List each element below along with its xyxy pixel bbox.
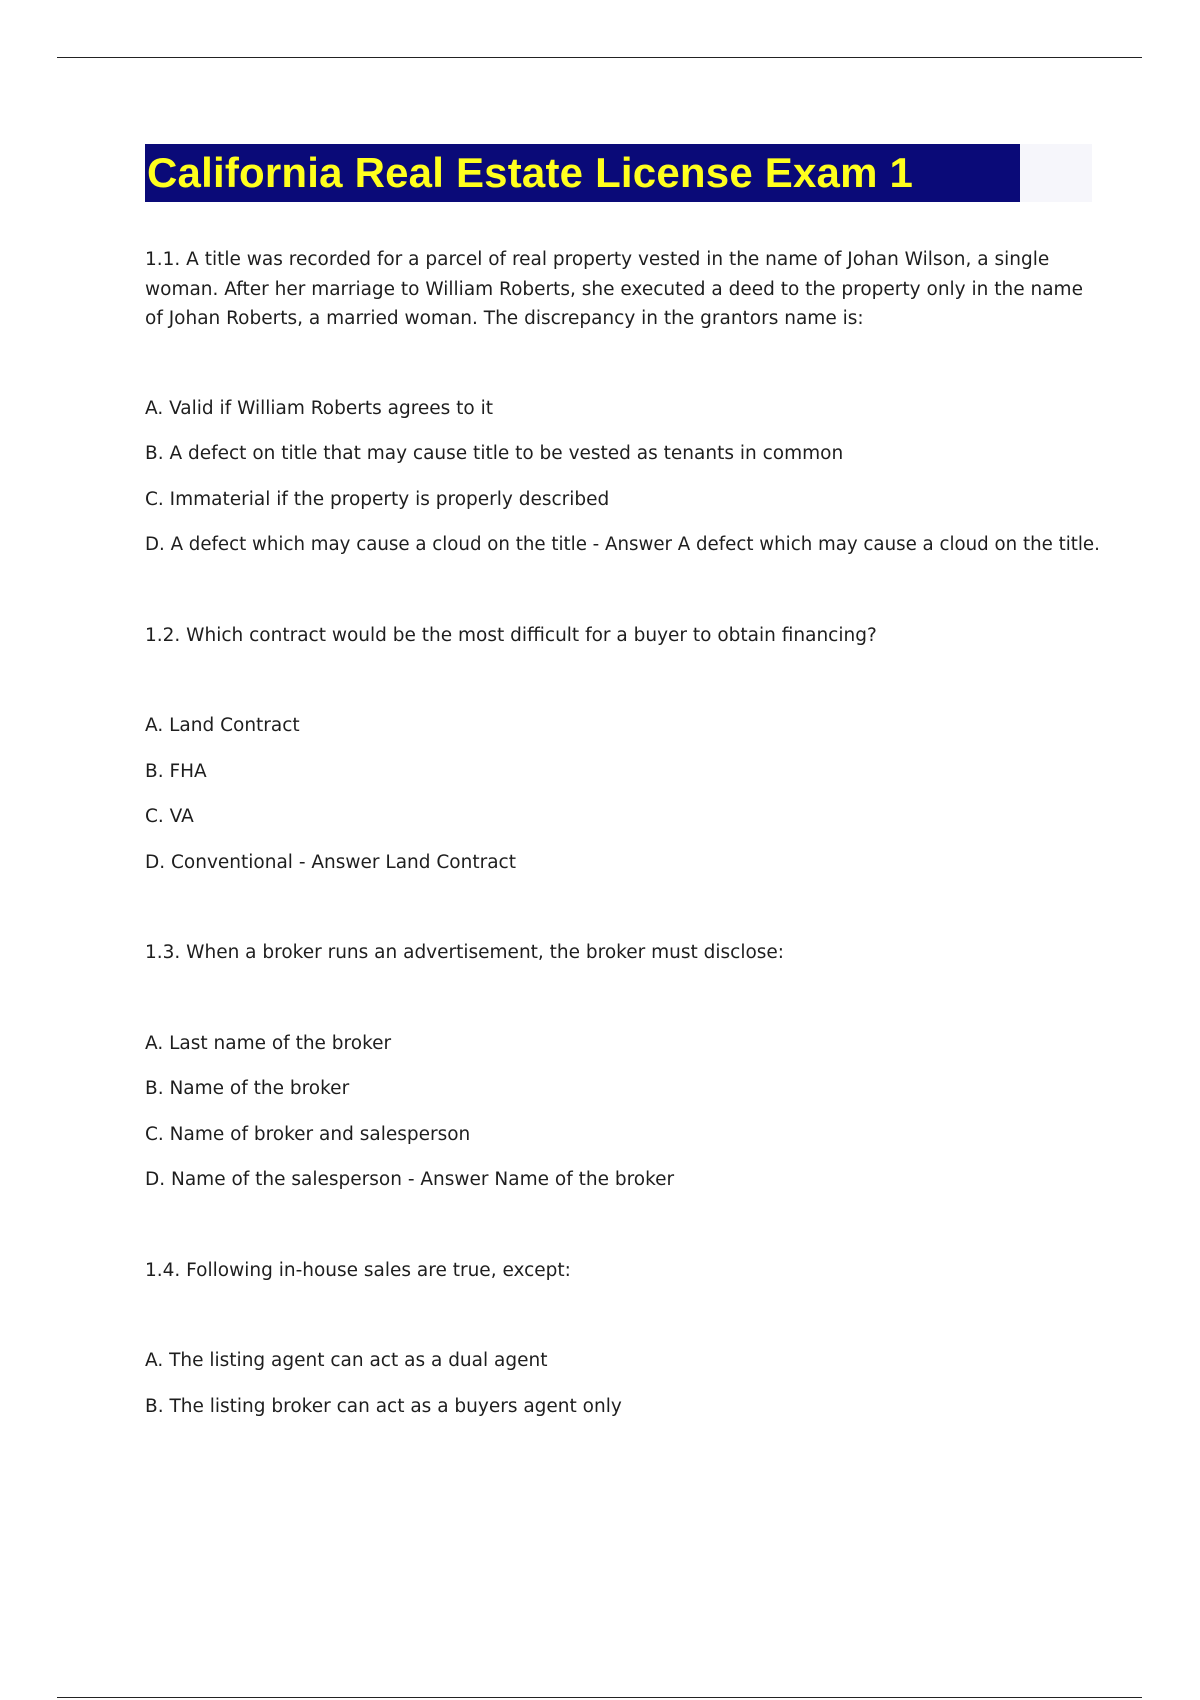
answer-option: C. Name of broker and salesperson (145, 1123, 471, 1145)
question-text: 1.2. Which contract would be the most difficult for a buyer to obtain financing? (145, 624, 877, 646)
answer-option: A. Land Contract (145, 715, 300, 736)
question-text: 1.1. A title was recorded for a parcel of real property vested in the name of Johan Wilson, a single woman. After her marriage to William Roberts, she executed a deed to the property only in the name of Johan Roberts, a married woman. The discrepancy in the grantors name is: (145, 249, 1083, 329)
question-list (145, 245, 1100, 1421)
bottom-rule (57, 1697, 1142, 1698)
answer-option: B. The listing broker can act as a buyers agent only (145, 1395, 622, 1417)
question-block-1 (145, 245, 1100, 560)
question-block-2 (145, 621, 1095, 878)
answer-option: A. Last name of the broker (145, 1032, 392, 1054)
question-text: 1.4. Following in-house sales are true, except: (145, 1259, 571, 1281)
answer-option: D. Conventional - Answer Land Contract (145, 851, 516, 873)
answer-option: C. Immaterial if the property is properly described (145, 488, 610, 510)
title-highlight (145, 144, 1020, 202)
answer-option: D. A defect which may cause a cloud on the title - Answer A defect which may cause a cloud on the title. (145, 534, 1100, 555)
question-block-3 (145, 938, 1095, 1195)
title-banner (145, 144, 1092, 202)
answer-option: C. VA (145, 806, 194, 827)
answer-option: A. The listing agent can act as a dual agent (145, 1350, 548, 1371)
answer-option: D. Name of the salesperson - Answer Name of the broker (145, 1169, 675, 1190)
page-title: California Real Estate License Exam 1 (147, 149, 914, 196)
answer-option: B. A defect on title that may cause title to be vested as tenants in common (145, 443, 844, 464)
answer-option: B. FHA (145, 760, 207, 782)
question-text: 1.3. When a broker runs an advertisement, the broker must disclose: (145, 942, 785, 963)
question-block-4 (145, 1256, 1095, 1422)
top-rule (57, 57, 1142, 58)
answer-option: A. Valid if William Roberts agrees to it (145, 397, 494, 419)
answer-option: B. Name of the broker (145, 1078, 350, 1099)
